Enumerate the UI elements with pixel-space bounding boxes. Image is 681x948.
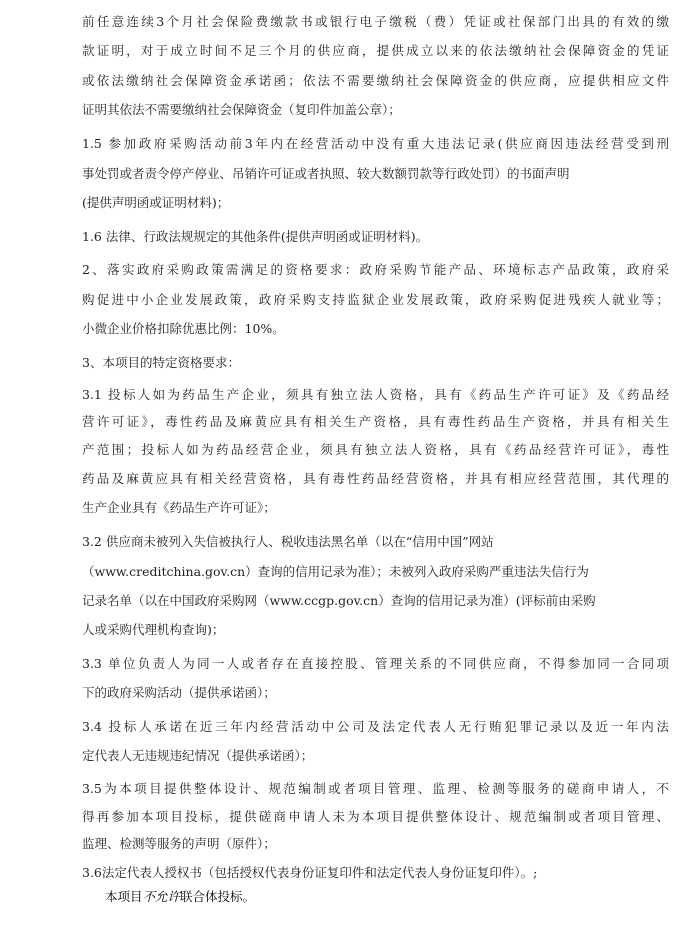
text-line: 前任意连续3个月社会保险费缴款书或银行电子缴税（费）凭证或社保部门出具的有效的缴 bbox=[82, 14, 669, 29]
text-line: 药品及麻黄应具有相关经营资格，具有毒性药品经营资格，并具有相应经营范围，其代理的 bbox=[82, 471, 669, 486]
text-line: 3.3 单位负责人为同一人或者存在直接控股、管理关系的不同供应商，不得参加同一合同项 bbox=[82, 656, 669, 671]
text-line: 3、本项目的特定资格要求： bbox=[82, 355, 240, 370]
text-line: 3.6法定代表人授权书（包括授权代表身份证复印件和法定代表人身份证复印件）。; bbox=[82, 865, 538, 880]
text-line: 生产企业具有《药品生产许可证》； bbox=[82, 500, 276, 515]
text-line: 3.5为本项目提供整体设计、规范编制或者项目管理、监理、检测等服务的磋商申请人，不 bbox=[82, 781, 669, 796]
text-line: 下的政府采购活动（提供承诺函）； bbox=[82, 685, 276, 700]
text-line: 3.4 投标人承诺在近三年内经营活动中公司及法定代表人无行贿犯罪记录以及近一年内法 bbox=[82, 719, 669, 734]
text-line: 得再参加本项目投标，提供磋商申请人未为本项目提供整体设计、规范编制或者项目管理、 bbox=[82, 809, 669, 824]
closing-suffix: 联合体投标。 bbox=[180, 889, 256, 904]
text-line: 3.1 投标人如为药品生产企业，须具有独立法人资格，具有《药品生产许可证》及《药品经 bbox=[82, 387, 669, 402]
text-line: 款证明，对于成立时间不足三个月的供应商，提供成立以来的依法缴纳社会保障资金的凭证 bbox=[82, 43, 669, 58]
text-line: 产范围；投标人如为药品经营企业，须具有独立法人资格，具有《药品经营许可证》，毒性 bbox=[82, 442, 669, 457]
text-line: 1.6 法律、行政法规规定的其他条件(提供声明函或证明材料)。 bbox=[82, 229, 429, 244]
text-line: 人或采购代理机构查询)； bbox=[82, 622, 225, 637]
text-line: 3.2 供应商未被列入失信被执行人、税收违法黑名单（以在“信用中国”网站 bbox=[82, 534, 494, 549]
text-line: 营许可证》，毒性药品及麻黄应具有相关生产资格，具有毒性药品生产资格，并具有相关生 bbox=[82, 414, 669, 429]
text-line: (提供声明函或证明材料)； bbox=[82, 195, 230, 210]
text-line: 1.5 参加政府采购活动前3年内在经营活动中没有重大违法记录(供应商因违法经营受到刑 bbox=[82, 136, 669, 151]
closing-emphasis: 不允许 bbox=[142, 889, 181, 904]
text-line: 证明其依法不需要缴纳社会保障资金（复印件加盖公章）； bbox=[82, 102, 401, 117]
closing-prefix: 本项目 bbox=[105, 889, 143, 904]
text-line: 记录名单（以在中国政府采购网（www.ccgp.gov.cn）查询的信用记录为准）(评标前由采购 bbox=[82, 593, 596, 608]
text-line: （www.creditchina.gov.cn）查询的信用记录为准）；未被列入政府采购严重违法失信行为 bbox=[82, 564, 589, 579]
text-line: 或依法缴纳社会保障资金承诺函；依法不需要缴纳社会保障资金的供应商，应提供相应文件 bbox=[82, 73, 669, 88]
closing-statement bbox=[105, 889, 255, 905]
text-line: 定代表人无违规违纪情况（提供承诺函）； bbox=[82, 748, 314, 763]
text-line: 购促进中小企业发展政策，政府采购支持监狱企业发展政策，政府采购促进残疾人就业等； bbox=[82, 292, 669, 307]
text-line: 事处罚或者责令停产停业、吊销许可证或者执照、较大数额罚款等行政处罚）的书面声明 bbox=[82, 166, 570, 181]
text-line: 监理、检测等服务的声明（原件）； bbox=[82, 836, 276, 851]
text-line: 小微企业价格扣除优惠比例：10%。 bbox=[82, 321, 285, 336]
text-line: 2、落实政府采购政策需满足的资格要求：政府采购节能产品、环境标志产品政策，政府采 bbox=[82, 262, 669, 277]
